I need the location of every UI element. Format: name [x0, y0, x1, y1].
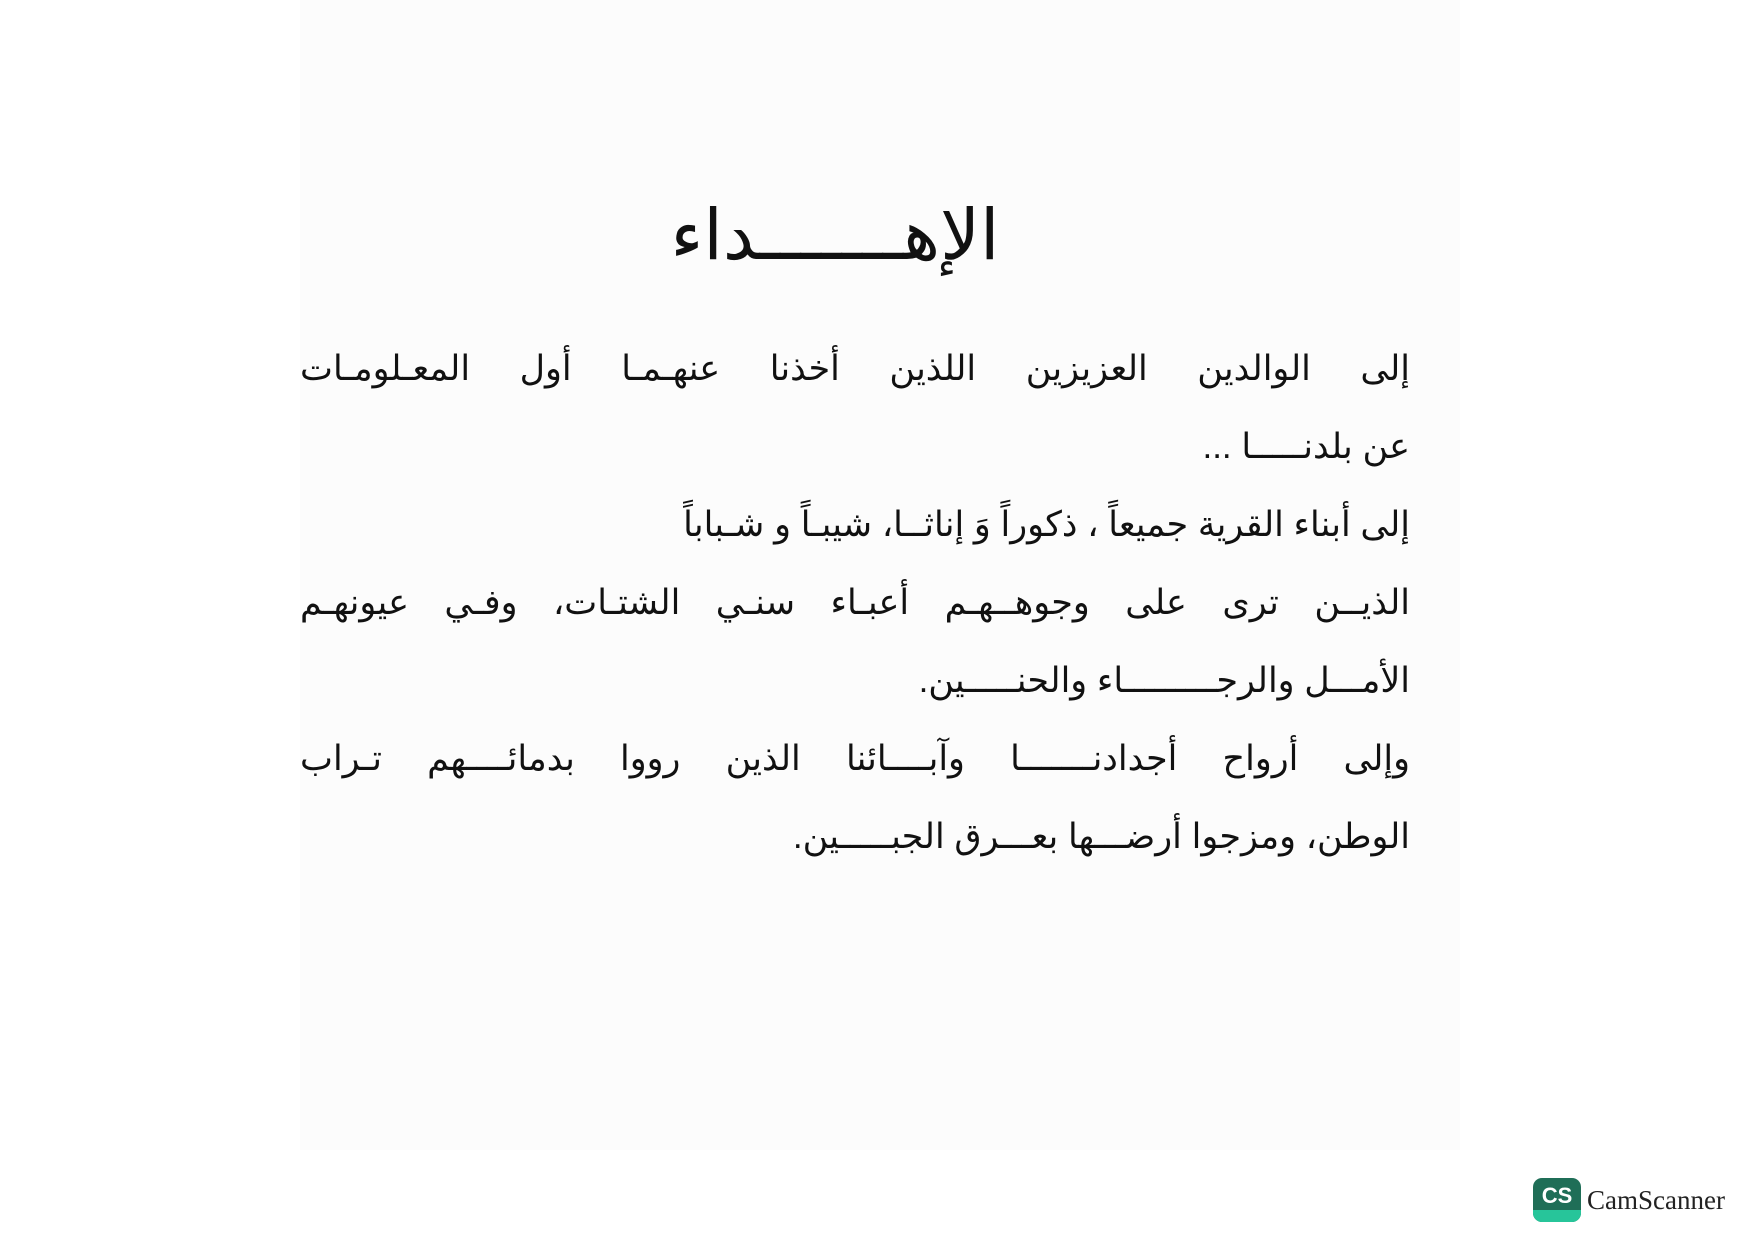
logo-text: CS	[1541, 1183, 1573, 1208]
dedication-document	[300, 180, 1410, 876]
text-line-7: الوطن، ومزجوا أرضـــها بعـــرق الجبـــــين.	[792, 817, 1410, 856]
text-line-5: الأمـــل والرجـــــــــاء والحنـــــين.	[918, 661, 1410, 700]
text-line-2: عن بلدنـــــا ...	[1202, 427, 1410, 466]
text-line-4: الذيــن ترى على وجوهــهـم أعبـاء سنـي الشتـات، وفـي عيونهـم	[300, 583, 1410, 622]
text-line-6: وإلى أرواح أجدادنـــــــا وآبــــائنا الذين رووا بدمائــــهم تـراب	[300, 739, 1410, 778]
camscanner-watermark	[1533, 1178, 1725, 1222]
camscanner-logo-icon	[1533, 1178, 1581, 1222]
text-line-1: إلى الوالدين العزيزين اللذين أخذنا عنهـمـا أول المعـلومـات	[300, 349, 1410, 388]
brand-name: CamScanner	[1587, 1184, 1725, 1215]
page-title: الإهـــــــداء	[670, 194, 1000, 276]
text-line-3: إلى أبناء القرية جميعاً ، ذكوراً وَ إناثــا، شيبـاً و شـباباً	[683, 505, 1410, 544]
